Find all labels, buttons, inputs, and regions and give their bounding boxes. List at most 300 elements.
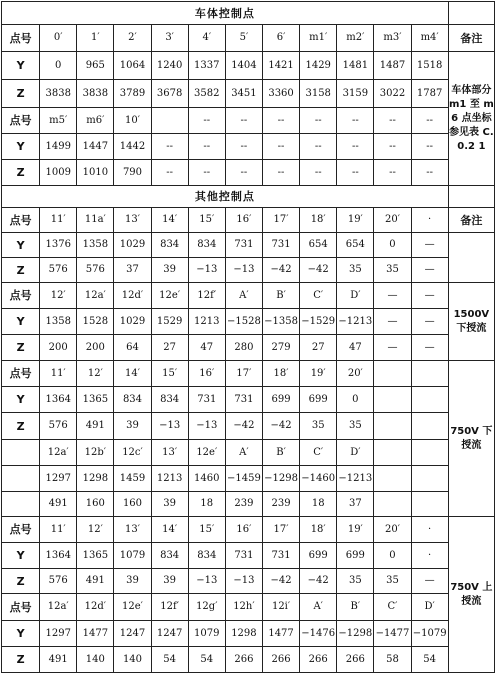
table-cell: −42 bbox=[262, 413, 299, 440]
table-cell: 20′ bbox=[374, 517, 411, 543]
row-label-empty bbox=[2, 440, 40, 466]
row-label: Y bbox=[2, 309, 40, 335]
table-cell: 834 bbox=[188, 233, 225, 258]
table-cell: 731 bbox=[225, 387, 262, 413]
table-cell: 1213 bbox=[151, 466, 188, 492]
table-cell: 3360 bbox=[262, 80, 299, 108]
table-cell: 3678 bbox=[151, 80, 188, 108]
table-cell: 1477 bbox=[262, 621, 299, 647]
table-cell: 834 bbox=[151, 233, 188, 258]
table-row bbox=[2, 569, 495, 594]
table-cell: −1213 bbox=[337, 466, 374, 492]
table-cell: 1481 bbox=[337, 52, 374, 80]
table-cell: 35 bbox=[374, 569, 411, 594]
table-cell: 0 bbox=[374, 233, 411, 258]
table-cell: 1365 bbox=[77, 387, 114, 413]
row-label: Y bbox=[2, 233, 40, 258]
table-cell: B′ bbox=[262, 440, 299, 466]
table-row bbox=[2, 543, 495, 569]
table-cell: — bbox=[411, 569, 448, 594]
note-text: 750V 下授流 bbox=[448, 361, 494, 517]
table-cell: 20′ bbox=[374, 208, 411, 233]
table-cell: 280 bbox=[225, 335, 262, 361]
table-cell: 1′ bbox=[77, 25, 114, 52]
table-cell: 834 bbox=[151, 387, 188, 413]
table-row bbox=[2, 283, 495, 309]
row-label: Z bbox=[2, 258, 40, 283]
note-text: 1500V 下授流 bbox=[448, 283, 494, 361]
table-cell: 12c′ bbox=[114, 440, 151, 466]
table-cell: 1029 bbox=[114, 233, 151, 258]
table-cell bbox=[411, 466, 448, 492]
table-cell: 12i′ bbox=[262, 594, 299, 621]
table-cell: 35 bbox=[337, 413, 374, 440]
table-cell: 576 bbox=[40, 413, 77, 440]
row-label: Z bbox=[2, 80, 40, 108]
table-cell: 654 bbox=[337, 233, 374, 258]
table-cell: 12′ bbox=[77, 517, 114, 543]
table-cell: 27 bbox=[300, 335, 337, 361]
table-cell: 1459 bbox=[114, 466, 151, 492]
table-cell: 3838 bbox=[40, 80, 77, 108]
table-cell: 11′ bbox=[40, 361, 77, 387]
table-cell: 17′ bbox=[262, 208, 299, 233]
table-cell: 731 bbox=[225, 543, 262, 569]
table-cell: 12g′ bbox=[188, 594, 225, 621]
table-cell: 39 bbox=[114, 569, 151, 594]
table-cell: -- bbox=[188, 134, 225, 160]
table-cell bbox=[374, 466, 411, 492]
table-cell: 1010 bbox=[77, 160, 114, 186]
table-cell: 13′ bbox=[151, 440, 188, 466]
table-cell: 12a′ bbox=[40, 594, 77, 621]
table-cell: -- bbox=[337, 108, 374, 134]
table-cell: 4′ bbox=[188, 25, 225, 52]
table-row bbox=[2, 492, 495, 517]
table-cell: m2′ bbox=[337, 25, 374, 52]
table-cell: 200 bbox=[77, 335, 114, 361]
table-cell: B′ bbox=[337, 594, 374, 621]
table-cell: 834 bbox=[114, 387, 151, 413]
table-cell: −1476 bbox=[300, 621, 337, 647]
row-label: Z bbox=[2, 569, 40, 594]
table-cell: 11′ bbox=[40, 208, 77, 233]
row-label: Z bbox=[2, 160, 40, 186]
table-cell: 3451 bbox=[225, 80, 262, 108]
table-cell: 266 bbox=[262, 647, 299, 673]
table-cell: 37 bbox=[114, 258, 151, 283]
table-cell: 39 bbox=[151, 492, 188, 517]
table-cell: 3′ bbox=[151, 25, 188, 52]
table-cell: -- bbox=[300, 160, 337, 186]
table-cell bbox=[374, 387, 411, 413]
table-cell: 1298 bbox=[225, 621, 262, 647]
table-cell: 140 bbox=[114, 647, 151, 673]
table-cell: 1298 bbox=[77, 466, 114, 492]
table-cell: 47 bbox=[188, 335, 225, 361]
table-cell bbox=[411, 440, 448, 466]
note-spacer bbox=[448, 233, 494, 283]
table-cell: — bbox=[374, 283, 411, 309]
table-cell: -- bbox=[225, 134, 262, 160]
table-cell: 12b′ bbox=[77, 440, 114, 466]
table-row bbox=[2, 52, 495, 80]
table-cell: 576 bbox=[40, 258, 77, 283]
table-cell: 14′ bbox=[151, 517, 188, 543]
table-cell: 266 bbox=[300, 647, 337, 673]
table-cell: 1247 bbox=[151, 621, 188, 647]
table-cell: 0 bbox=[374, 543, 411, 569]
table-cell: 1297 bbox=[40, 621, 77, 647]
table-cell: 16′ bbox=[188, 361, 225, 387]
table-cell: 1421 bbox=[262, 52, 299, 80]
table-cell: −1298 bbox=[262, 466, 299, 492]
table-cell: 18′ bbox=[300, 517, 337, 543]
table-cell: D′ bbox=[337, 283, 374, 309]
table-cell: −1460 bbox=[300, 466, 337, 492]
table-cell: — bbox=[374, 309, 411, 335]
table-row bbox=[2, 466, 495, 492]
table-cell: 54 bbox=[151, 647, 188, 673]
table-cell: 965 bbox=[77, 52, 114, 80]
row-label: Y bbox=[2, 134, 40, 160]
table-cell: D′ bbox=[337, 440, 374, 466]
table-cell: −1213 bbox=[337, 309, 374, 335]
row-label: Z bbox=[2, 647, 40, 673]
control-point-table bbox=[1, 1, 495, 673]
table-cell: 11′ bbox=[40, 517, 77, 543]
table-cell: -- bbox=[337, 134, 374, 160]
table-cell bbox=[411, 361, 448, 387]
table-cell: 35 bbox=[300, 413, 337, 440]
table-cell: — bbox=[411, 283, 448, 309]
table-cell: A′ bbox=[225, 283, 262, 309]
table-cell: −42 bbox=[262, 569, 299, 594]
table-cell: 834 bbox=[151, 543, 188, 569]
table-cell: 35 bbox=[374, 258, 411, 283]
table-cell: D′ bbox=[411, 594, 448, 621]
table-cell: 1787 bbox=[411, 80, 448, 108]
table-cell: 654 bbox=[300, 233, 337, 258]
table-cell: −13 bbox=[188, 413, 225, 440]
table-cell: m3′ bbox=[374, 25, 411, 52]
table-row bbox=[2, 258, 495, 283]
table-cell: 1442 bbox=[114, 134, 151, 160]
note-header: 备注 bbox=[448, 208, 494, 233]
table-cell: 12h′ bbox=[225, 594, 262, 621]
table-cell: C′ bbox=[374, 594, 411, 621]
table-cell bbox=[374, 361, 411, 387]
table-cell: 200 bbox=[40, 335, 77, 361]
table-cell: 64 bbox=[114, 335, 151, 361]
table-cell: 1487 bbox=[374, 52, 411, 80]
note-spacer bbox=[448, 2, 494, 25]
table-cell bbox=[411, 413, 448, 440]
table-cell: 576 bbox=[77, 258, 114, 283]
table-cell: -- bbox=[411, 160, 448, 186]
table-cell: 699 bbox=[337, 543, 374, 569]
table-cell: 47 bbox=[337, 335, 374, 361]
table-cell: 18 bbox=[300, 492, 337, 517]
row-label: Y bbox=[2, 543, 40, 569]
table-cell: -- bbox=[225, 108, 262, 134]
table-cell: 3789 bbox=[114, 80, 151, 108]
table-cell: 0 bbox=[337, 387, 374, 413]
row-label: 点号 bbox=[2, 108, 40, 134]
note-text: 750V 上授流 bbox=[448, 517, 494, 673]
table-cell: 731 bbox=[262, 233, 299, 258]
section-title-row bbox=[2, 186, 495, 208]
table-cell: -- bbox=[374, 160, 411, 186]
table-cell: 1477 bbox=[77, 621, 114, 647]
table-row bbox=[2, 309, 495, 335]
table-cell: · bbox=[411, 517, 448, 543]
table-cell: 1240 bbox=[151, 52, 188, 80]
note-header: 备注 bbox=[448, 25, 494, 52]
table-row bbox=[2, 594, 495, 621]
table-cell: 35 bbox=[337, 569, 374, 594]
table-cell: 239 bbox=[225, 492, 262, 517]
table-cell: −1079 bbox=[411, 621, 448, 647]
table-cell: C′ bbox=[300, 440, 337, 466]
table-cell: 39 bbox=[151, 258, 188, 283]
table-cell: 1029 bbox=[114, 309, 151, 335]
table-cell: 35 bbox=[337, 258, 374, 283]
table-cell: 1429 bbox=[300, 52, 337, 80]
table-cell: 699 bbox=[262, 387, 299, 413]
table-row bbox=[2, 134, 495, 160]
table-cell: 12e′ bbox=[188, 440, 225, 466]
table-cell: 13′ bbox=[114, 517, 151, 543]
table-cell: 18′ bbox=[262, 361, 299, 387]
table-cell bbox=[374, 492, 411, 517]
table-cell: 12d′ bbox=[114, 283, 151, 309]
table-row bbox=[2, 108, 495, 134]
table-cell: 1364 bbox=[40, 543, 77, 569]
table-cell: · bbox=[411, 208, 448, 233]
table-cell: 491 bbox=[77, 413, 114, 440]
table-cell: 279 bbox=[262, 335, 299, 361]
table-cell: — bbox=[411, 309, 448, 335]
table-cell: A′ bbox=[300, 594, 337, 621]
note-text: 车体部分 m1 至 m6 点坐标参见表 C.0.2 1 bbox=[448, 52, 494, 186]
table-cell: −1358 bbox=[262, 309, 299, 335]
table-cell: 27 bbox=[151, 335, 188, 361]
table-cell: -- bbox=[337, 160, 374, 186]
table-cell: 1297 bbox=[40, 466, 77, 492]
table-cell bbox=[411, 492, 448, 517]
table-cell: 239 bbox=[262, 492, 299, 517]
table-cell: 3022 bbox=[374, 80, 411, 108]
table-row bbox=[2, 80, 495, 108]
table-cell: 790 bbox=[114, 160, 151, 186]
table-cell: 1460 bbox=[188, 466, 225, 492]
table-cell: −1528 bbox=[225, 309, 262, 335]
note-spacer bbox=[448, 186, 494, 208]
table-cell: 18′ bbox=[300, 208, 337, 233]
table-cell: 1337 bbox=[188, 52, 225, 80]
table-cell: 2′ bbox=[114, 25, 151, 52]
table-row bbox=[2, 208, 495, 233]
table-cell: 19′ bbox=[300, 361, 337, 387]
table-cell: 16′ bbox=[225, 517, 262, 543]
table-cell: 3159 bbox=[337, 80, 374, 108]
table-cell: 1518 bbox=[411, 52, 448, 80]
table-cell: 14′ bbox=[114, 361, 151, 387]
table-cell bbox=[411, 387, 448, 413]
table-cell: 15′ bbox=[151, 361, 188, 387]
table-cell: 15′ bbox=[188, 517, 225, 543]
table-cell: 15′ bbox=[188, 208, 225, 233]
table-cell: 19′ bbox=[337, 208, 374, 233]
table-row bbox=[2, 647, 495, 673]
table-row bbox=[2, 517, 495, 543]
table-cell: 54 bbox=[411, 647, 448, 673]
table-cell: 6′ bbox=[262, 25, 299, 52]
table-cell: 731 bbox=[188, 387, 225, 413]
table-cell: 1247 bbox=[114, 621, 151, 647]
table-cell: 491 bbox=[40, 647, 77, 673]
table-cell: -- bbox=[374, 134, 411, 160]
table-cell: 14′ bbox=[151, 208, 188, 233]
table-cell: 12e′ bbox=[114, 594, 151, 621]
section-title: 其他控制点 bbox=[2, 186, 449, 208]
table-cell bbox=[374, 413, 411, 440]
row-label: 点号 bbox=[2, 208, 40, 233]
table-cell: −13 bbox=[188, 258, 225, 283]
table-cell: 12′ bbox=[77, 361, 114, 387]
table-cell: -- bbox=[411, 134, 448, 160]
table-cell: 12f′ bbox=[151, 594, 188, 621]
table-row bbox=[2, 160, 495, 186]
table-cell: — bbox=[411, 335, 448, 361]
table-cell: — bbox=[411, 233, 448, 258]
table-cell: 3158 bbox=[300, 80, 337, 108]
table-cell: -- bbox=[151, 134, 188, 160]
table-cell: 0′ bbox=[40, 25, 77, 52]
table-cell: 12d′ bbox=[77, 594, 114, 621]
row-label: 点号 bbox=[2, 361, 40, 387]
table-cell: 39 bbox=[114, 413, 151, 440]
table-cell: −13 bbox=[225, 258, 262, 283]
table-cell: 1364 bbox=[40, 387, 77, 413]
section-title: 车体控制点 bbox=[2, 2, 449, 25]
table-cell: B′ bbox=[262, 283, 299, 309]
table-cell: -- bbox=[374, 108, 411, 134]
table-cell: -- bbox=[300, 108, 337, 134]
table-cell: 1358 bbox=[77, 233, 114, 258]
table-cell: 140 bbox=[77, 647, 114, 673]
table-cell: −1459 bbox=[225, 466, 262, 492]
table-cell: 58 bbox=[374, 647, 411, 673]
table-cell: A′ bbox=[225, 440, 262, 466]
table-cell: 39 bbox=[151, 569, 188, 594]
table-cell: 12a′ bbox=[40, 440, 77, 466]
table-cell: -- bbox=[188, 160, 225, 186]
table-cell: 576 bbox=[40, 569, 77, 594]
table-cell: 1404 bbox=[225, 52, 262, 80]
table-cell: -- bbox=[188, 108, 225, 134]
table-cell: 1213 bbox=[188, 309, 225, 335]
table-cell: −42 bbox=[262, 258, 299, 283]
table-cell: −1529 bbox=[300, 309, 337, 335]
table-row bbox=[2, 440, 495, 466]
table-cell: −42 bbox=[225, 413, 262, 440]
table-row bbox=[2, 387, 495, 413]
table-cell: -- bbox=[262, 160, 299, 186]
row-label: Z bbox=[2, 413, 40, 440]
table-cell: 10′ bbox=[114, 108, 151, 134]
table-cell: 731 bbox=[262, 543, 299, 569]
table-cell: 0 bbox=[40, 52, 77, 80]
table-cell: -- bbox=[262, 108, 299, 134]
table-cell: −13 bbox=[188, 569, 225, 594]
table-cell: 160 bbox=[77, 492, 114, 517]
table-cell: 1376 bbox=[40, 233, 77, 258]
table-cell: m5′ bbox=[40, 108, 77, 134]
table-cell: 12e′ bbox=[151, 283, 188, 309]
table-row bbox=[2, 361, 495, 387]
table-cell: — bbox=[374, 335, 411, 361]
table-cell: 3582 bbox=[188, 80, 225, 108]
table-cell: 20′ bbox=[337, 361, 374, 387]
table-row bbox=[2, 413, 495, 440]
table-cell: −13 bbox=[151, 413, 188, 440]
table-row bbox=[2, 335, 495, 361]
table-cell bbox=[151, 108, 188, 134]
table-cell: 3838 bbox=[77, 80, 114, 108]
table-cell: — bbox=[411, 258, 448, 283]
table-cell: m4′ bbox=[411, 25, 448, 52]
table-cell: m6′ bbox=[77, 108, 114, 134]
table-cell: 1009 bbox=[40, 160, 77, 186]
table-cell: 160 bbox=[114, 492, 151, 517]
table-cell: 13′ bbox=[114, 208, 151, 233]
table-cell: 12a′ bbox=[77, 283, 114, 309]
table-cell: −13 bbox=[225, 569, 262, 594]
table-cell bbox=[374, 440, 411, 466]
table-cell: −42 bbox=[300, 258, 337, 283]
table-cell: 699 bbox=[300, 543, 337, 569]
table-cell: 11a′ bbox=[77, 208, 114, 233]
row-label: Y bbox=[2, 621, 40, 647]
table-cell: 1358 bbox=[40, 309, 77, 335]
row-label-empty bbox=[2, 492, 40, 517]
table-cell: -- bbox=[300, 134, 337, 160]
row-label: 点号 bbox=[2, 594, 40, 621]
table-cell: 1447 bbox=[77, 134, 114, 160]
table-cell: m1′ bbox=[300, 25, 337, 52]
row-label: Z bbox=[2, 335, 40, 361]
row-label-empty bbox=[2, 466, 40, 492]
table-cell: −42 bbox=[300, 569, 337, 594]
table-cell: 17′ bbox=[262, 517, 299, 543]
table-row bbox=[2, 233, 495, 258]
table-cell: 16′ bbox=[225, 208, 262, 233]
table-cell: −1298 bbox=[337, 621, 374, 647]
table-cell: 1079 bbox=[188, 621, 225, 647]
table-cell: 37 bbox=[337, 492, 374, 517]
table-cell: 12′ bbox=[40, 283, 77, 309]
section-title-row bbox=[2, 2, 495, 25]
table-cell: 54 bbox=[188, 647, 225, 673]
table-cell: 731 bbox=[225, 233, 262, 258]
table-cell: 491 bbox=[40, 492, 77, 517]
table-cell: 1079 bbox=[114, 543, 151, 569]
table-cell: -- bbox=[411, 108, 448, 134]
table-cell: 1529 bbox=[151, 309, 188, 335]
table-cell: -- bbox=[151, 160, 188, 186]
